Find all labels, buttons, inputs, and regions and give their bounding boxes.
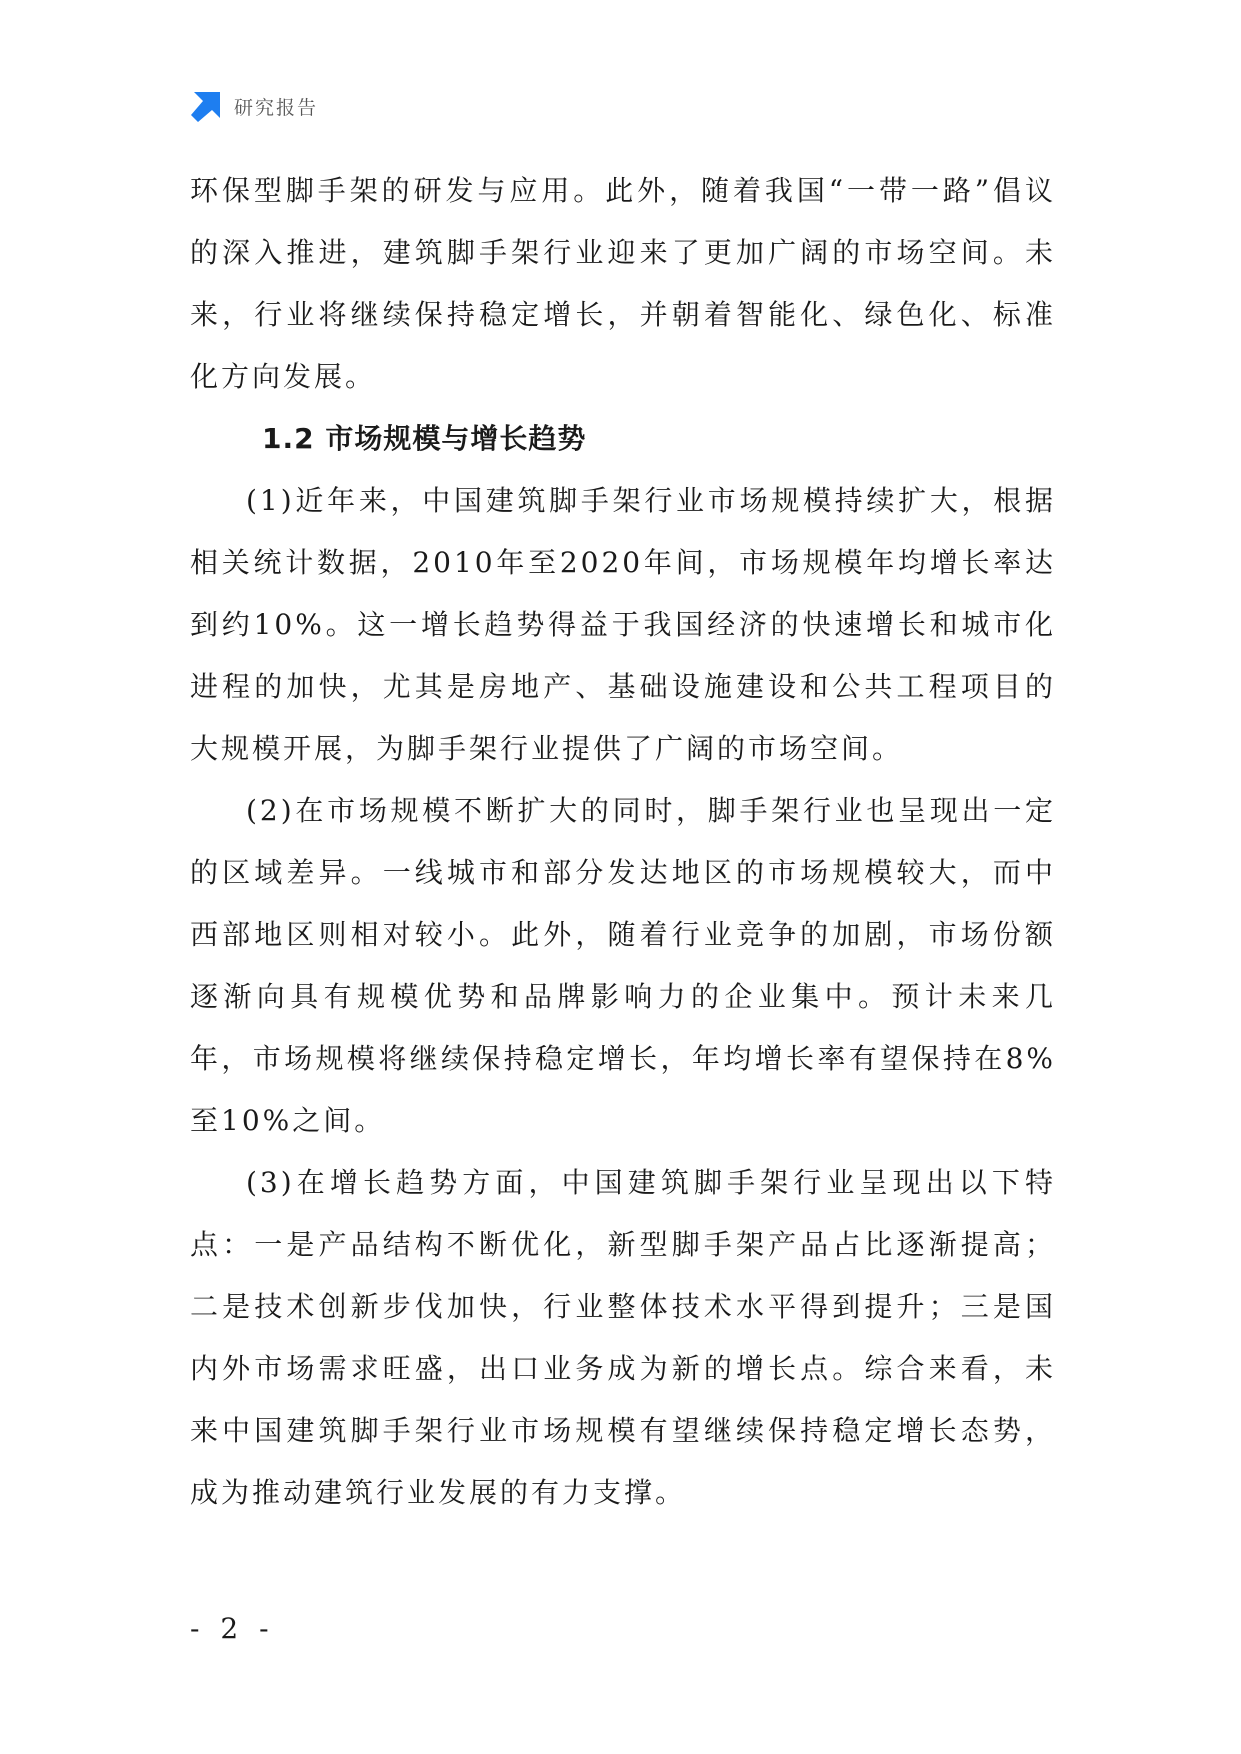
section-heading: 1.2 市场规模与增长趋势	[262, 422, 587, 455]
paragraph-3: (3)在增长趋势方面，中国建筑脚手架行业呈现出以下特点：一是产品结构不断优化，新型脚手架产品占比逐渐提高；二是技术创新步伐加快，行业整体技术水平得到提升；三是国内外市场需求旺盛，出口业务成为新的增长点。综合来看，未来中国建筑脚手架行业市场规模有望继续保持稳定增长态势，成为推动建筑行业发展的有力支撑。	[190, 1166, 1056, 1509]
arrow-up-right-logo-icon	[190, 90, 222, 122]
paragraph-2: (2)在市场规模不断扩大的同时，脚手架行业也呈现出一定的区域差异。一线城市和部分发达地区的市场规模较大，而中西部地区则相对较小。此外，随着行业竞争的加剧，市场份额逐渐向具有规模优势和品牌影响力的企业集中。预计未来几年，市场规模将继续保持稳定增长，年均增长率有望保持在8%至10%之间。	[190, 794, 1056, 1137]
report-header	[190, 88, 318, 124]
header-title: 研究报告	[234, 96, 319, 119]
paragraph-1: (1)近年来，中国建筑脚手架行业市场规模持续扩大，根据相关统计数据，2010年至2020年间，市场规模年均增长率达到约10%。这一增长趋势得益于我国经济的快速增长和城市化进程的加快，尤其是房地产、基础设施建设和公共工程项目的大规模开展，为脚手架行业提供了广阔的市场空间。	[190, 484, 1056, 765]
document-body	[190, 160, 1056, 1524]
paragraph-continued: 环保型脚手架的研发与应用。此外，随着我国“一带一路”倡议的深入推进，建筑脚手架行业迎来了更加广阔的市场空间。未来，行业将继续保持稳定增长，并朝着智能化、绿色化、标准化方向发展。	[190, 174, 1056, 393]
page-number: - 2 -	[190, 1612, 275, 1645]
